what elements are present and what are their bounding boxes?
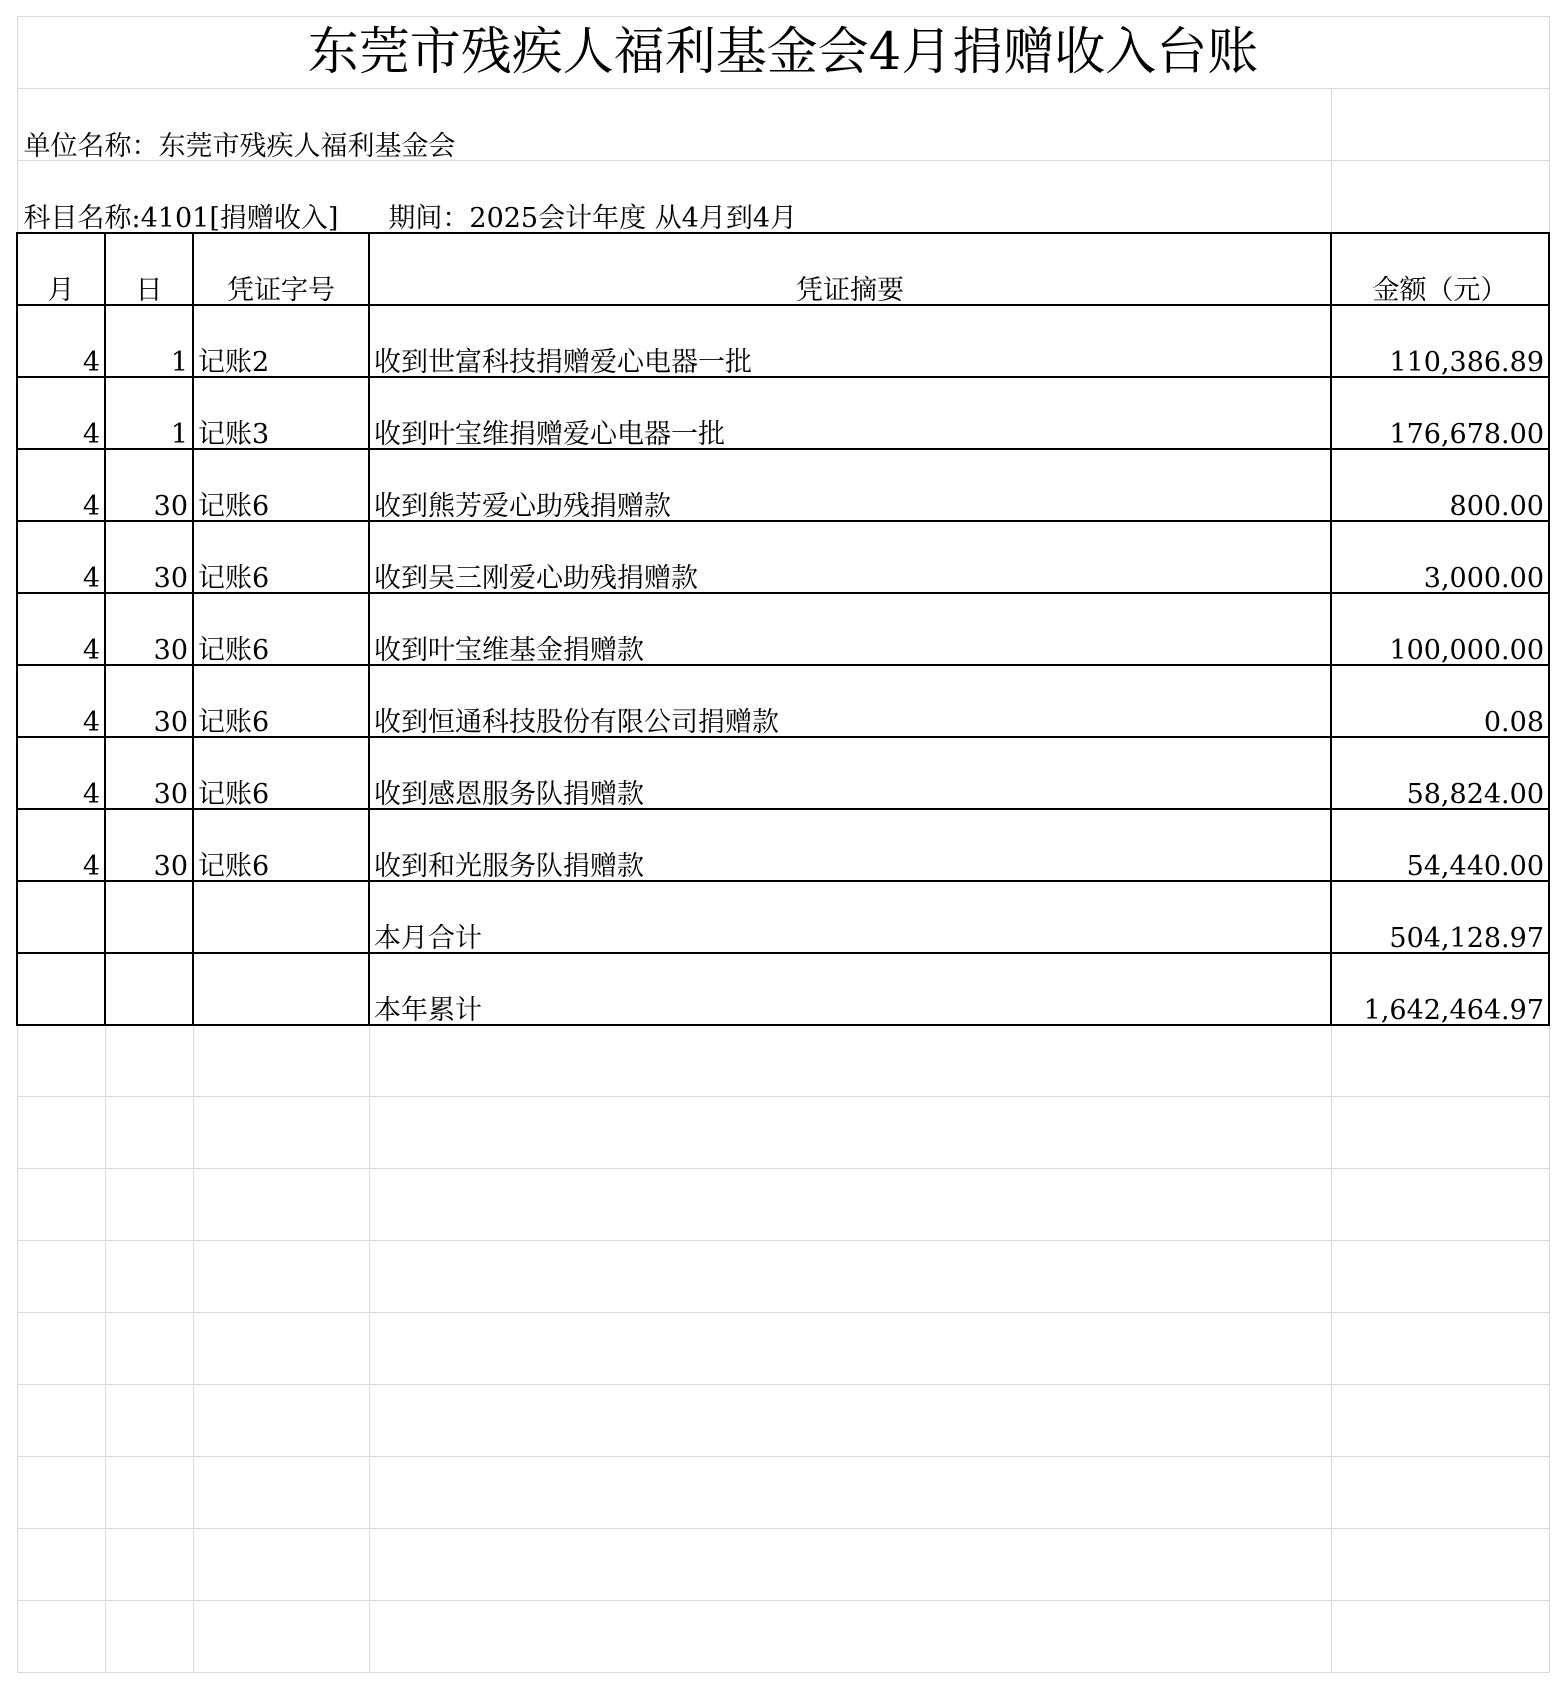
cell-amount[interactable]: 0.08 <box>1331 665 1549 737</box>
cell-day[interactable]: 30 <box>105 521 193 593</box>
cell-day[interactable]: 30 <box>105 665 193 737</box>
empty-cell[interactable] <box>1331 161 1549 233</box>
table-row[interactable] <box>17 665 1549 737</box>
subject-info <box>17 161 1331 233</box>
cell-voucher[interactable]: 记账6 <box>193 449 369 521</box>
unit-label: 单位名称： <box>23 131 159 161</box>
cell-voucher[interactable]: 记账3 <box>193 377 369 449</box>
header-row <box>17 233 1549 305</box>
empty-row[interactable] <box>17 1385 1549 1457</box>
cell-summary[interactable]: 收到感恩服务队捐赠款 <box>369 737 1331 809</box>
page-title: 东莞市残疾人福利基金会4月捐赠收入台账 <box>17 17 1549 89</box>
year-total-label[interactable]: 本年累计 <box>369 953 1331 1025</box>
month-total-row[interactable] <box>17 881 1549 953</box>
table-row[interactable] <box>17 809 1549 881</box>
cell-month[interactable]: 4 <box>17 737 105 809</box>
cell-amount[interactable]: 176,678.00 <box>1331 377 1549 449</box>
subject-value: 4101[捐赠收入] <box>140 202 339 233</box>
cell-summary[interactable]: 收到熊芳爱心助残捐赠款 <box>369 449 1331 521</box>
cell-month[interactable]: 4 <box>17 593 105 665</box>
cell-voucher[interactable]: 记账2 <box>193 305 369 377</box>
cell-voucher[interactable]: 记账6 <box>193 521 369 593</box>
cell-voucher[interactable]: 记账6 <box>193 737 369 809</box>
cell-month[interactable]: 4 <box>17 449 105 521</box>
empty-cell[interactable] <box>1331 89 1549 161</box>
header-month: 月 <box>17 233 105 305</box>
header-amount: 金额（元） <box>1331 233 1549 305</box>
cell-day[interactable]: 1 <box>105 377 193 449</box>
year-total-row[interactable] <box>17 953 1549 1025</box>
cell-month[interactable]: 4 <box>17 809 105 881</box>
title-row <box>17 17 1549 89</box>
unit-value: 东莞市残疾人福利基金会 <box>158 131 456 161</box>
cell-month[interactable]: 4 <box>17 305 105 377</box>
month-total-label[interactable]: 本月合计 <box>369 881 1331 953</box>
cell-summary[interactable]: 收到恒通科技股份有限公司捐赠款 <box>369 665 1331 737</box>
table-row[interactable] <box>17 737 1549 809</box>
empty-row[interactable] <box>17 1313 1549 1385</box>
subject-label: 科目名称: <box>23 202 141 233</box>
empty-cell[interactable] <box>193 953 369 1025</box>
cell-summary[interactable]: 收到吴三刚爱心助残捐赠款 <box>369 521 1331 593</box>
empty-row[interactable] <box>17 1097 1549 1169</box>
empty-cell[interactable] <box>17 881 105 953</box>
cell-day[interactable]: 1 <box>105 305 193 377</box>
table-row[interactable] <box>17 377 1549 449</box>
cell-day[interactable]: 30 <box>105 809 193 881</box>
subject-row <box>17 161 1549 233</box>
table-row[interactable] <box>17 521 1549 593</box>
table-row[interactable] <box>17 449 1549 521</box>
empty-row[interactable] <box>17 1457 1549 1529</box>
cell-summary[interactable]: 收到叶宝维捐赠爱心电器一批 <box>369 377 1331 449</box>
empty-row[interactable] <box>17 1241 1549 1313</box>
cell-amount[interactable]: 3,000.00 <box>1331 521 1549 593</box>
empty-row[interactable] <box>17 1529 1549 1601</box>
cell-summary[interactable]: 收到世富科技捐赠爱心电器一批 <box>369 305 1331 377</box>
header-day: 日 <box>105 233 193 305</box>
cell-month[interactable]: 4 <box>17 377 105 449</box>
cell-day[interactable]: 30 <box>105 449 193 521</box>
cell-amount[interactable]: 100,000.00 <box>1331 593 1549 665</box>
cell-amount[interactable]: 54,440.00 <box>1331 809 1549 881</box>
cell-month[interactable]: 4 <box>17 665 105 737</box>
cell-voucher[interactable]: 记账6 <box>193 809 369 881</box>
cell-month[interactable]: 4 <box>17 521 105 593</box>
header-voucher-no: 凭证字号 <box>193 233 369 305</box>
empty-cell[interactable] <box>193 881 369 953</box>
cell-voucher[interactable]: 记账6 <box>193 593 369 665</box>
empty-row[interactable] <box>17 1601 1549 1673</box>
cell-summary[interactable]: 收到叶宝维基金捐赠款 <box>369 593 1331 665</box>
year-total-amount[interactable]: 1,642,464.97 <box>1331 953 1549 1025</box>
ledger-sheet <box>16 16 1550 1673</box>
unit-info <box>17 89 1331 161</box>
cell-amount[interactable]: 110,386.89 <box>1331 305 1549 377</box>
cell-day[interactable]: 30 <box>105 737 193 809</box>
empty-row[interactable] <box>17 1025 1549 1097</box>
unit-row <box>17 89 1549 161</box>
empty-cell[interactable] <box>17 953 105 1025</box>
header-summary: 凭证摘要 <box>369 233 1331 305</box>
table-row[interactable] <box>17 305 1549 377</box>
month-total-amount[interactable]: 504,128.97 <box>1331 881 1549 953</box>
period-label: 期间： <box>388 202 470 233</box>
cell-voucher[interactable]: 记账6 <box>193 665 369 737</box>
empty-cell[interactable] <box>105 881 193 953</box>
cell-day[interactable]: 30 <box>105 593 193 665</box>
empty-cell[interactable] <box>105 953 193 1025</box>
cell-amount[interactable]: 58,824.00 <box>1331 737 1549 809</box>
empty-row[interactable] <box>17 1169 1549 1241</box>
cell-amount[interactable]: 800.00 <box>1331 449 1549 521</box>
table-row[interactable] <box>17 593 1549 665</box>
period-value: 2025会计年度 从4月到4月 <box>469 202 798 233</box>
cell-summary[interactable]: 收到和光服务队捐赠款 <box>369 809 1331 881</box>
